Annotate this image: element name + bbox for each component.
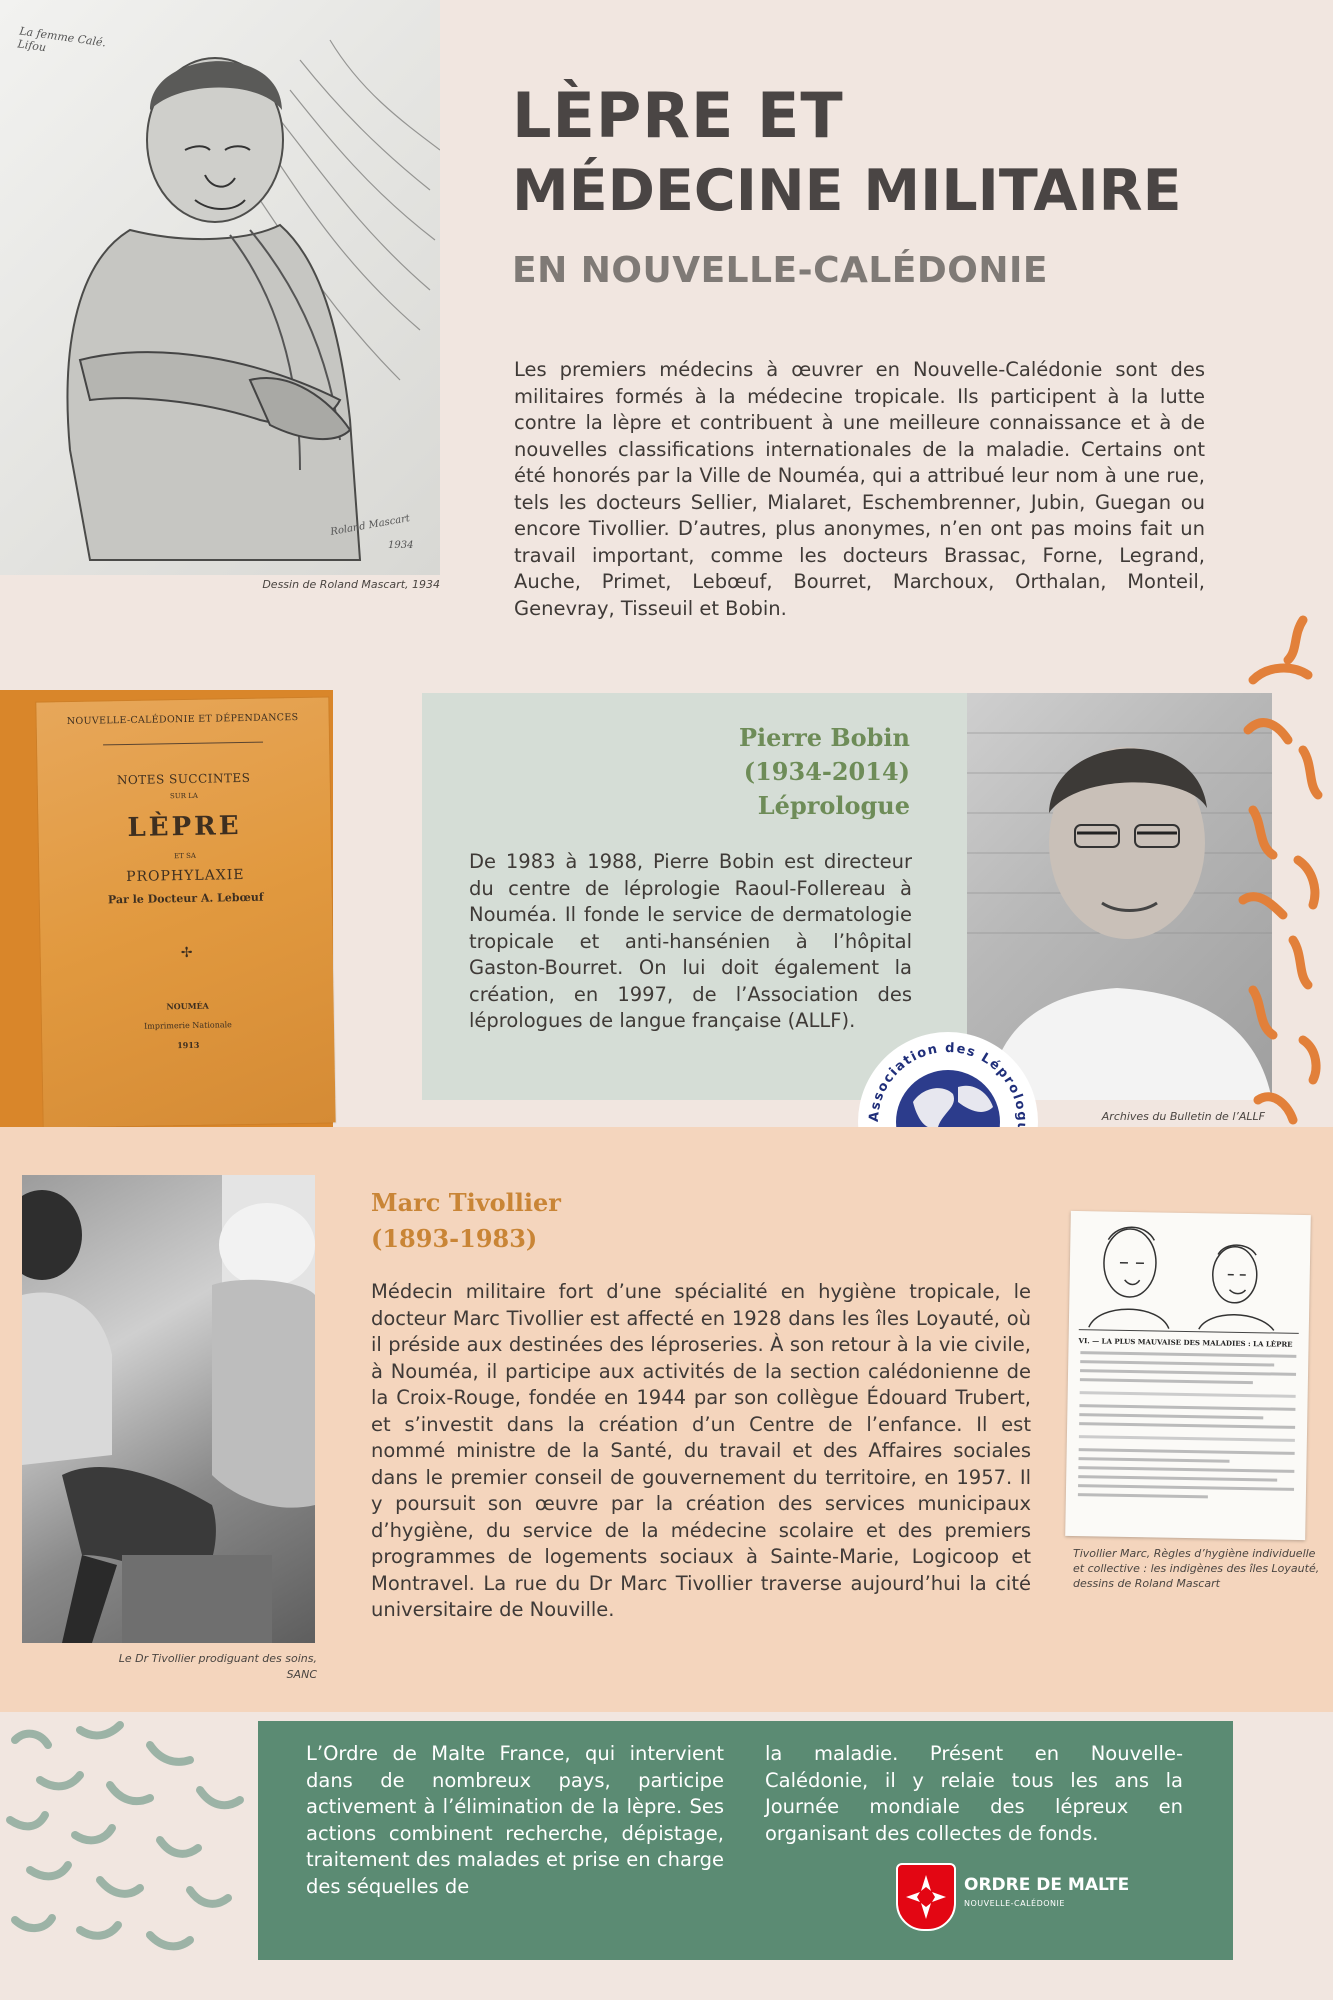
tivollier-name: Marc Tivollier [371,1188,561,1217]
doc-caption-3: dessins de Roland Mascart [1073,1577,1220,1590]
bobin-name: Pierre Bobin [739,723,910,752]
allf-logo-text: Association des Léprolog [866,1040,1030,1123]
intro-text: Les premiers médecins à œuvrer en Nouvelle-Calédonie sont des militaires formés à la médecine tropicale. Ils participent à la lutte contre la lèpre et contribuent à une meilleure connaissance et à de nouvelles classifications internationales de la maladie. Certains ont été honorés par la Ville de Nouméa, qui a attribué leur nom à une rue, tels les docteurs Sellier, Mialaret, Eschembrenner, Jubin, Guegan ou encore Tivollier. D’autres, plus anonymes, n’en ont pas moins fait un travail important, comme les docteurs Brassac, Forne, Legrand, Auche, Primet, Lebœuf, Bourret, Marchoux, Orthalan, Monteil, Genevray, Tisseuil et Bobin. [514,358,1205,620]
tivollier-photo-caption-2: SANC [286,1668,317,1681]
drawing-note: La femme Calé. Lifou [16,24,107,55]
title-line2: MÉDECINE MILITAIRE [512,158,1182,224]
tivollier-doc [1065,1211,1311,1540]
tivollier-dates: (1893-1983) [371,1224,538,1253]
malte-col1: L’Ordre de Malte France, qui intervient dans de nombreux pays, participe activement à l’élimination de la lèpre. Ses actions combinent recherche, dépistage, traitement des malades et prise en charge des séquelles de [306,1742,724,1898]
booklet-rule [103,742,263,746]
bobin-text: De 1983 à 1988, Pierre Bobin est directeur du centre de léprologie Raoul-Follereau à Nouméa. Il fonde le service de dermatologie tropicale et anti-hansénien à l’hôpital Gaston-Bourret. On lui doit également la création, en 1997, de l’Association des léprologues de langue française (ALLF). [469,850,912,1032]
drawing-portrait [0,0,440,575]
booklet-line1: NOTES SUCCINTES [116,770,251,788]
booklet-city: NOUMÉA [166,1000,209,1012]
tivollier-scene [22,1175,315,1643]
bobin-dates: (1934-2014) [743,757,910,786]
malte-shield-icon [896,1863,956,1931]
booklet-line4: ET SA [174,851,197,861]
booklet-line5: PROPHYLAXIE [126,866,245,886]
doc-body-lines [1078,1351,1296,1500]
malte-logo-sub: NOUVELLE-CALÉDONIE [964,1899,1065,1908]
doc-heading: VI. — LA PLUS MAUVAISE DES MALADIES : LA LÈPRE [1078,1336,1293,1349]
booklet-ornament-icon: ✢ [180,944,193,962]
tivollier-text: Médecin militaire fort d’une spécialité en hygiène tropicale, le docteur Marc Tivollier est affecté en 1928 dans les îles Loyauté, où il préside aux destinées des léproseries. À son retour à la vie civile, à Nouméa, il participe aux activités de la section calédonienne de la Croix-Rouge, fondée en 1944 par son collègue Édouard Trubert, et s’investit dans la création d’un Centre de l’enfance. Il est nommé ministre de la Santé, du travail et des Affaires sociales dans le premier conseil de gouvernement du territoire, en 1957. Il y poursuit son œuvre par la création des services municipaux d’hygiène, du service de la médecine scolaire et des premiers programmes de logements sociaux à Sainte-Marie, Logicoop et Montravel. La rue du Dr Marc Tivollier traverse aujourd’hui la cité universitaire de Nouville. [371,1280,1031,1621]
booklet-line6: Par le Docteur A. Lebœuf [107,890,264,907]
booklet-printer: Imprimerie Nationale [143,1020,232,1031]
malte-logo [896,1863,1136,1929]
drawing-year: 1934 [388,540,414,551]
doc-sketch-faces [1069,1217,1311,1333]
doc-caption-2: et collective : les indigènes des îles Loyauté, [1073,1562,1320,1575]
bobin-role: Léprologue [757,791,910,820]
doc-caption-1: Tivollier Marc, Règles d’hygiène individuelle [1073,1547,1316,1560]
bobin-photo-caption: Archives du Bulletin de l’ALLF [1101,1110,1265,1123]
malte-logo-name: ORDRE DE MALTE [964,1875,1130,1895]
booklet-line2: SUR LA [169,791,198,801]
malte-col2: la maladie. Présent en Nouvelle-Calédonie, il y relaie tous les ans la Journée mondiale des lépreux en organisant des collectes de fonds. [765,1742,1183,1845]
title-line1: LÈPRE ET [512,79,844,152]
booklet-year: 1913 [177,1039,200,1051]
tivollier-photo-caption-1: Le Dr Tivollier prodiguant des soins, [118,1652,317,1665]
drawing-sketch [0,0,440,575]
orange-squiggles-decoration [1233,600,1333,1200]
drawing-signature: Roland Mascart [329,513,411,538]
drawing-caption: Dessin de Roland Mascart, 1934 [262,578,440,591]
green-squiggles-decoration [0,1720,260,1970]
subtitle: EN NOUVELLE-CALÉDONIE [512,250,1048,291]
tivollier-photo [22,1175,315,1643]
booklet [36,697,335,1127]
malte-box [258,1721,1233,1960]
booklet-header: NOUVELLE-CALÉDONIE ET DÉPENDANCES [66,712,299,728]
booklet-line3: LÈPRE [127,811,242,844]
